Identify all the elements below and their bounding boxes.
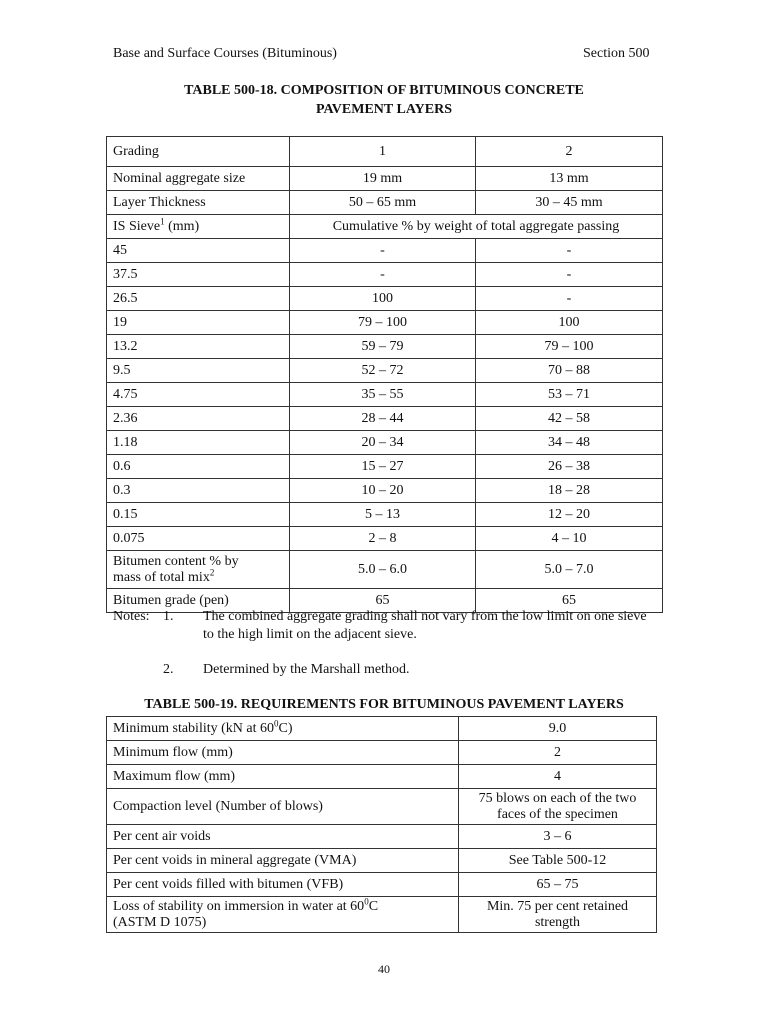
row-label: 19 bbox=[107, 311, 290, 335]
table-row bbox=[107, 383, 663, 407]
cell-line2: (ASTM D 1075) bbox=[113, 914, 207, 930]
table2-title: TABLE 500-19. REQUIREMENTS FOR BITUMINOUS PAVEMENT LAYERS bbox=[144, 697, 624, 712]
note-text: Determined by the Marshall method. bbox=[203, 662, 410, 677]
row-label: 4.75 bbox=[107, 383, 290, 407]
row-label: 0.3 bbox=[107, 479, 290, 503]
page-number: 40 bbox=[378, 962, 390, 976]
table-cell: 18 – 28 bbox=[476, 479, 663, 503]
sieve-label: IS Sieve bbox=[113, 218, 161, 234]
row-label: Maximum flow (mm) bbox=[107, 765, 459, 789]
row-label: 0.6 bbox=[107, 455, 290, 479]
table-cell: 4 bbox=[459, 765, 657, 789]
table-500-19 bbox=[106, 716, 657, 933]
table-cell: - bbox=[476, 263, 663, 287]
table-row bbox=[107, 527, 663, 551]
table-row bbox=[107, 335, 663, 359]
table-cell: 5 – 13 bbox=[290, 503, 476, 527]
row-label: 0.15 bbox=[107, 503, 290, 527]
header-section-number: Section 500 bbox=[583, 46, 650, 61]
cell-line1: Min. 75 per cent retained bbox=[486, 898, 629, 914]
table-cell: 9.0 bbox=[459, 717, 657, 741]
table-cell: 4 – 10 bbox=[476, 527, 663, 551]
row-label: 0.075 bbox=[107, 527, 290, 551]
table-cell: 79 – 100 bbox=[476, 335, 663, 359]
note-number: 2. bbox=[163, 662, 174, 677]
row-label: 2.36 bbox=[107, 407, 290, 431]
table-cell: 5.0 – 7.0 bbox=[476, 551, 663, 589]
table-cell: - bbox=[290, 239, 476, 263]
table-row bbox=[107, 239, 663, 263]
cell-line2: faces of the specimen bbox=[497, 806, 618, 822]
table-row bbox=[107, 873, 657, 897]
table-cell: 59 – 79 bbox=[290, 335, 476, 359]
row-label: Per cent voids in mineral aggregate (VMA) bbox=[107, 849, 459, 873]
cell-line2: strength bbox=[534, 914, 581, 930]
table-cell: 52 – 72 bbox=[290, 359, 476, 383]
row-label: Bitumen grade (pen) bbox=[107, 589, 290, 613]
label-text: C bbox=[368, 898, 379, 914]
table-row bbox=[107, 455, 663, 479]
table-cell: 5.0 – 6.0 bbox=[290, 551, 476, 589]
table-cell: 42 – 58 bbox=[476, 407, 663, 431]
table-cell: 53 – 71 bbox=[476, 383, 663, 407]
table-cell: 34 – 48 bbox=[476, 431, 663, 455]
row-label bbox=[107, 551, 290, 589]
table-cell: 100 bbox=[290, 287, 476, 311]
bitumen-label-line1: Bitumen content % by bbox=[113, 553, 239, 569]
table1-title-line2: PAVEMENT LAYERS bbox=[315, 102, 453, 117]
table-cell: 70 – 88 bbox=[476, 359, 663, 383]
table-cell: 26 – 38 bbox=[476, 455, 663, 479]
table-row bbox=[107, 311, 663, 335]
table1-title bbox=[106, 81, 662, 119]
table-row bbox=[107, 551, 663, 589]
table-cell: See Table 500-12 bbox=[459, 849, 657, 873]
table-cell: 10 – 20 bbox=[290, 479, 476, 503]
table-cell: 79 – 100 bbox=[290, 311, 476, 335]
row-label bbox=[107, 215, 290, 239]
table-row bbox=[107, 359, 663, 383]
table-cell: - bbox=[476, 239, 663, 263]
header-section-title: Base and Surface Courses (Bituminous) bbox=[113, 46, 337, 61]
table-row bbox=[107, 717, 657, 741]
table-row bbox=[107, 849, 657, 873]
footnote-marker: 1 bbox=[160, 215, 165, 226]
table-row bbox=[107, 215, 663, 239]
table-cell: 20 – 34 bbox=[290, 431, 476, 455]
row-label: 45 bbox=[107, 239, 290, 263]
table-row bbox=[107, 191, 663, 215]
row-label: 26.5 bbox=[107, 287, 290, 311]
table-cell: - bbox=[476, 287, 663, 311]
row-label: Per cent voids filled with bitumen (VFB) bbox=[107, 873, 459, 897]
table-notes bbox=[113, 608, 653, 679]
table-cell: 2 – 8 bbox=[290, 527, 476, 551]
sieve-unit: (mm) bbox=[164, 218, 200, 234]
label-text: Minimum stability (kN at 60 bbox=[113, 720, 274, 736]
row-label: 37.5 bbox=[107, 263, 290, 287]
cell-line1 bbox=[113, 895, 452, 915]
header-cell: 2 bbox=[476, 137, 663, 167]
table-cell: 2 bbox=[459, 741, 657, 765]
degree-marker: 0 bbox=[364, 895, 369, 906]
span-cell: Cumulative % by weight of total aggregate passing bbox=[290, 215, 663, 239]
note-1 bbox=[113, 608, 653, 644]
table-cell: 65 bbox=[476, 589, 663, 613]
table1-title-line1: TABLE 500-18. COMPOSITION OF BITUMINOUS CONCRETE bbox=[184, 83, 584, 98]
table-row bbox=[107, 167, 663, 191]
table-row bbox=[107, 789, 657, 825]
table-cell: 100 bbox=[476, 311, 663, 335]
note-number: 1. bbox=[163, 609, 174, 624]
table-row bbox=[107, 825, 657, 849]
table-500-18 bbox=[106, 136, 663, 613]
row-label bbox=[107, 897, 459, 933]
table-row bbox=[107, 407, 663, 431]
table-row bbox=[107, 897, 657, 933]
header-cell: 1 bbox=[290, 137, 476, 167]
row-label: Per cent air voids bbox=[107, 825, 459, 849]
note-text: The combined aggregate grading shall not vary from the low limit on one sieve to the high limit on the adjacent sieve. bbox=[203, 609, 647, 642]
table-cell: 65 – 75 bbox=[459, 873, 657, 897]
row-label: 9.5 bbox=[107, 359, 290, 383]
bitumen-label-line2 bbox=[113, 566, 283, 586]
table-row bbox=[107, 479, 663, 503]
footnote-marker: 2 bbox=[209, 566, 215, 577]
table-cell: 12 – 20 bbox=[476, 503, 663, 527]
notes-label: Notes: bbox=[113, 609, 150, 624]
label-text: C) bbox=[278, 720, 293, 736]
note-2 bbox=[113, 661, 653, 679]
row-label: Layer Thickness bbox=[107, 191, 290, 215]
table-row bbox=[107, 741, 657, 765]
table-row bbox=[107, 263, 663, 287]
table-header-row bbox=[107, 137, 663, 167]
table-cell: 19 mm bbox=[290, 167, 476, 191]
table-cell: 65 bbox=[290, 589, 476, 613]
table-cell: 50 – 65 mm bbox=[290, 191, 476, 215]
bitumen-label-text: mass of total mix bbox=[113, 569, 210, 585]
cell-line1: 75 blows on each of the two bbox=[478, 790, 637, 806]
table-cell: 28 – 44 bbox=[290, 407, 476, 431]
table-row bbox=[107, 503, 663, 527]
label-text: Loss of stability on immersion in water at 60 bbox=[113, 898, 365, 914]
header-cell: Grading bbox=[107, 137, 290, 167]
table-cell: 15 – 27 bbox=[290, 455, 476, 479]
row-label: 13.2 bbox=[107, 335, 290, 359]
table-row bbox=[107, 765, 657, 789]
row-label: Minimum flow (mm) bbox=[107, 741, 459, 765]
table-row bbox=[107, 431, 663, 455]
row-label: Compaction level (Number of blows) bbox=[107, 789, 459, 825]
table-row bbox=[107, 287, 663, 311]
table-cell: 13 mm bbox=[476, 167, 663, 191]
table-cell bbox=[459, 897, 657, 933]
row-label: Nominal aggregate size bbox=[107, 167, 290, 191]
row-label bbox=[107, 717, 459, 741]
table-cell: 30 – 45 mm bbox=[476, 191, 663, 215]
table-cell: 3 – 6 bbox=[459, 825, 657, 849]
degree-marker: 0 bbox=[274, 717, 279, 728]
table-cell: - bbox=[290, 263, 476, 287]
table-cell: 35 – 55 bbox=[290, 383, 476, 407]
row-label: 1.18 bbox=[107, 431, 290, 455]
table-cell bbox=[459, 789, 657, 825]
